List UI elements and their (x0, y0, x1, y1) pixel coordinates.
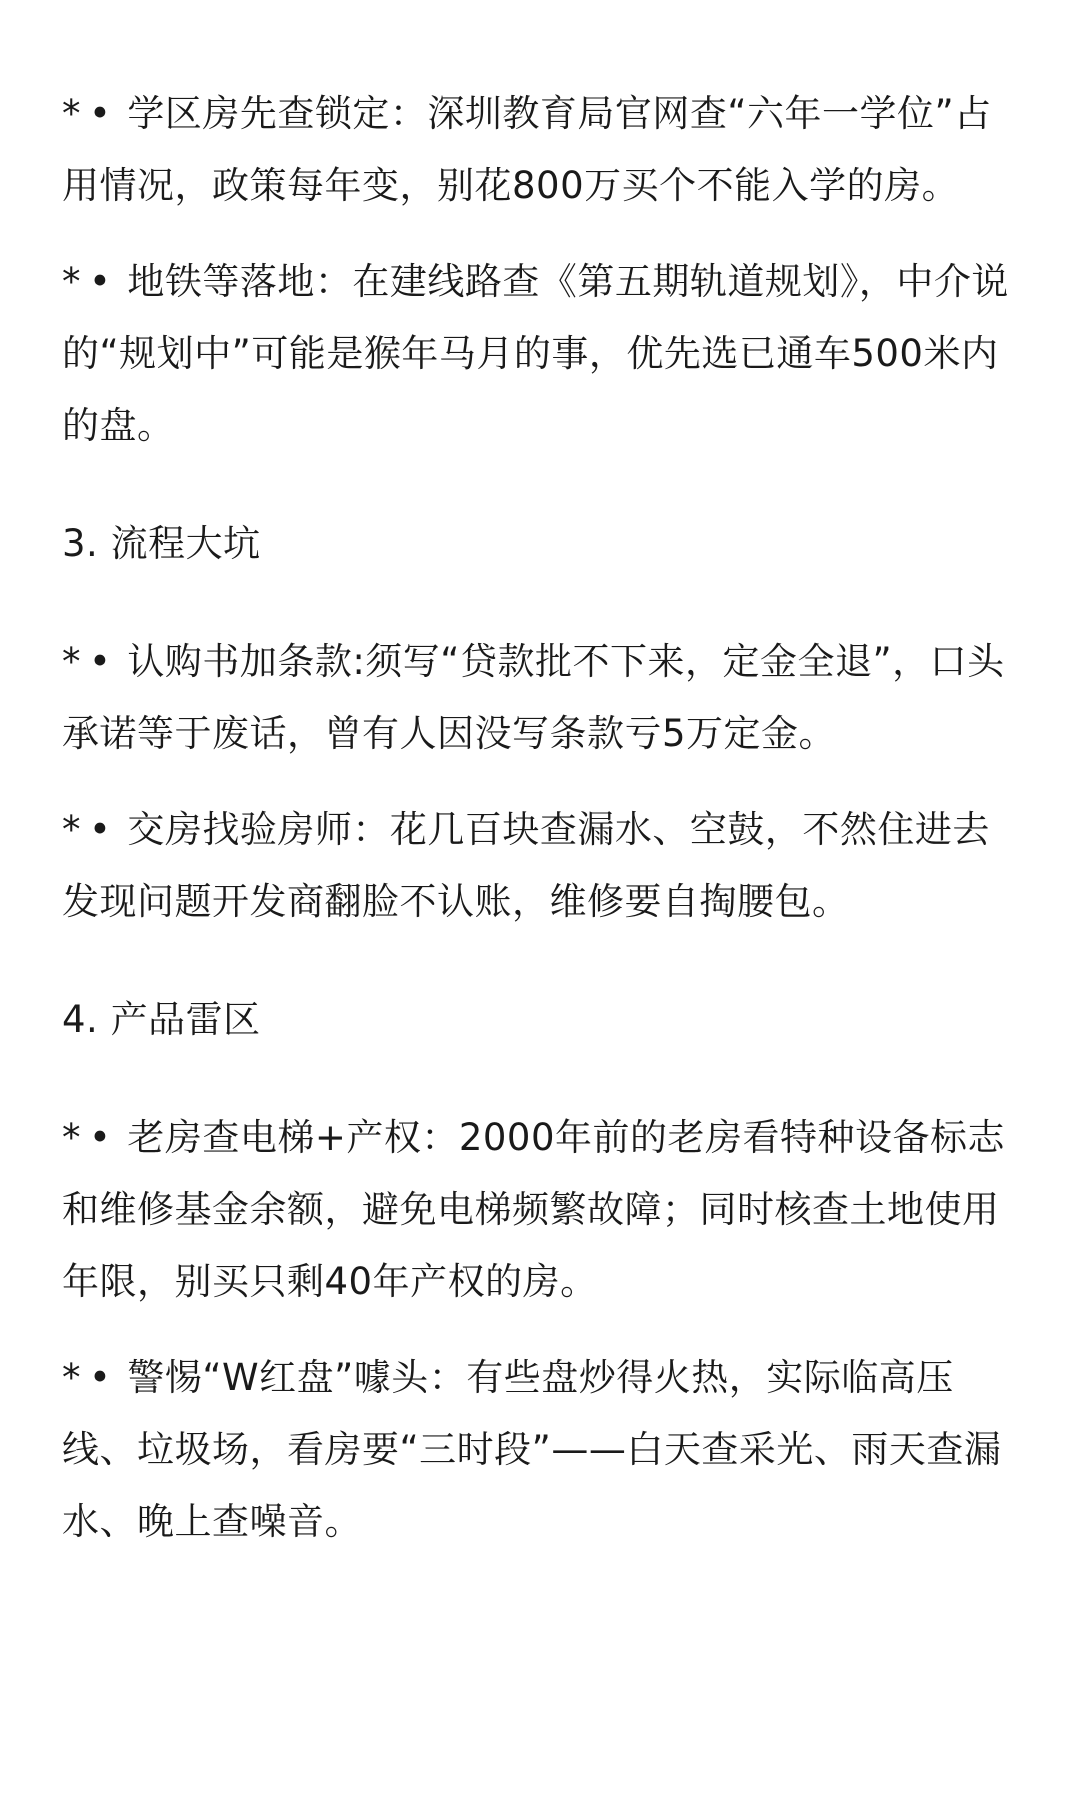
list-item-text: 老房查电梯+产权：2000年前的老房看特种设备标志和维修基金余额，避免电梯频繁故障；同时核查土地使用年限，别买只剩40年产权的房。 (62, 1116, 1005, 1303)
list-item (62, 1342, 1022, 1558)
article-body (62, 78, 1022, 1558)
section-heading: 4. 产品雷区 (62, 998, 261, 1041)
asterisk-marker: * (62, 1356, 81, 1399)
list-item (62, 246, 1022, 462)
asterisk-marker: * (62, 808, 81, 851)
list-item-text: 地铁等落地：在建线路查《第五期轨道规划》，中介说的“规划中”可能是猴年马月的事，优先选已通车500米内的盘。 (62, 260, 1009, 447)
bullet-dot: • (89, 1116, 112, 1159)
list-item-text: 学区房先查锁定：深圳教育局官网查“六年一学位”占用情况，政策每年变，别花800万买个不能入学的房。 (62, 92, 992, 207)
asterisk-marker: * (62, 260, 81, 303)
bullet-dot: • (89, 1356, 112, 1399)
bullet-dot: • (89, 260, 112, 303)
bullet-dot: • (89, 640, 112, 683)
asterisk-marker: * (62, 1116, 81, 1159)
list-item (62, 1102, 1022, 1318)
list-item-text: 认购书加条款:须写“贷款批不下来，定金全退”，口头承诺等于废话，曾有人因没写条款亏5万定金。 (62, 640, 1005, 755)
bullet-dot: • (89, 808, 112, 851)
list-item (62, 78, 1022, 222)
list-item (62, 626, 1022, 770)
list-item-text: 警惕“W红盘”噱头：有些盘炒得火热，实际临高压线、垃圾场，看房要“三时段”——白天查采光、雨天查漏水、晚上查噪音。 (62, 1356, 1002, 1543)
asterisk-marker: * (62, 92, 81, 135)
list-item-text: 交房找验房师：花几百块查漏水、空鼓，不然住进去发现问题开发商翻脸不认账，维修要自掏腰包。 (62, 808, 990, 923)
section-heading: 3. 流程大坑 (62, 522, 261, 565)
list-item (62, 794, 1022, 938)
bullet-dot: • (89, 92, 112, 135)
asterisk-marker: * (62, 640, 81, 683)
